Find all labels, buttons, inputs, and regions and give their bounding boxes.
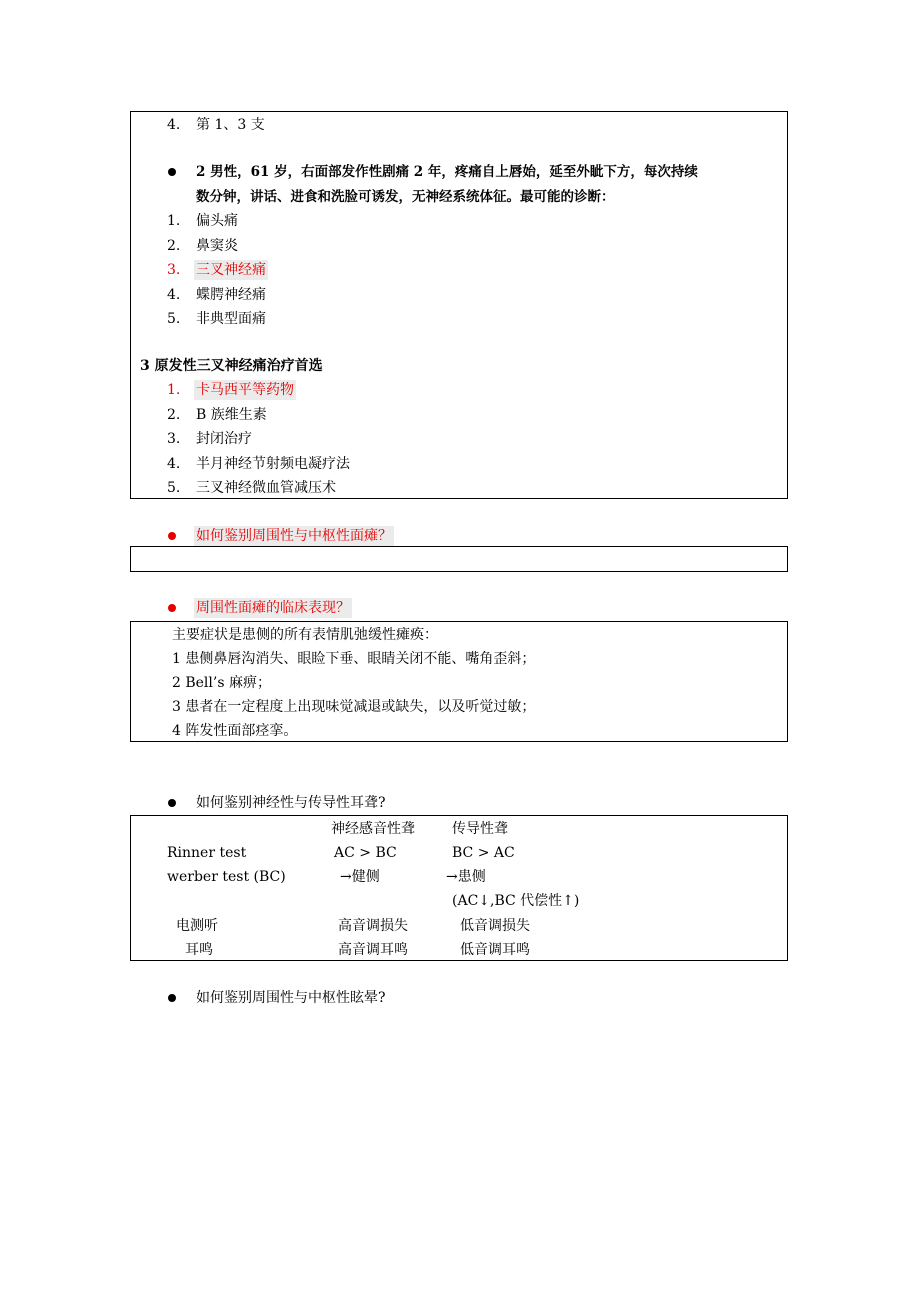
option-text: B 族维生素 [196,406,267,423]
option-text-answer: 卡马西平等药物 [196,382,294,398]
option-text: 封闭治疗 [196,431,252,447]
question-vertigo: 如何鉴别周围性与中枢性眩晕? [196,990,386,1006]
option-text: 偏头痛 [196,213,238,229]
option-text: 非典型面痛 [196,311,266,327]
table-cell-label: Rinner test [167,845,247,861]
option-number: 5. [167,311,181,327]
option-text: 三叉神经微血管减压术 [196,480,336,496]
question-deafness: 如何鉴别神经性与传导性耳聋? [196,795,386,811]
table-cell-label: 耳鸣 [185,941,213,958]
option-text: 半月神经节射频电凝疗法 [196,455,350,472]
clinical-line: 4 阵发性面部痉挛。 [172,723,298,739]
table-cell-neuro: 高音调损失 [338,917,408,934]
question-2-line-1: 2 男性，61 岁，右面部发作性剧痛 2 年，疼痛自上唇始，延至外眦下方，每次持续 [196,164,698,180]
table-cell-neuro: 高音调耳鸣 [338,941,408,958]
table-cell-conductive: (AC↓,BC 代偿性↑) [452,893,580,910]
table-cell-conductive: BC > AC [452,845,515,861]
option-number: 1. [167,382,181,398]
prev-option-number: 4. [167,117,181,133]
clinical-line: 1 患侧鼻唇沟消失、眼睑下垂、眼睛关闭不能、嘴角歪斜； [172,651,536,667]
clinical-line: 2 Bell’s 麻痹； [172,675,271,691]
bullet-icon [168,994,176,1002]
option-number: 1. [167,213,181,229]
option-text-answer: 三叉神经痛 [196,262,266,278]
table-header-neuro: 神经感音性聋 [331,821,415,837]
option-number: 3. [167,262,181,278]
table-cell-neuro: →健侧 [340,869,380,886]
option-number: 2. [167,406,181,423]
option-text: 鼻窦炎 [196,237,238,254]
clinical-line: 3 患者在一定程度上出现味觉减退或缺失，以及听觉过敏； [172,699,536,715]
bullet-icon [168,799,176,807]
question-2-line-2: 数分钟，讲话、进食和洗脸可诱发，无神经系统体征。最可能的诊断： [196,189,615,205]
option-number: 4. [167,455,181,472]
option-number: 4. [167,286,181,303]
bullet-icon [168,532,176,540]
table-cell-conductive: 低音调损失 [460,917,530,934]
table-header-conductive: 传导性聋 [452,821,508,837]
question-3-title: 3 原发性三叉神经痛治疗首选 [140,358,323,374]
clinical-line: 主要症状是患侧的所有表情肌弛缓性瘫痪： [172,627,438,643]
option-number: 3. [167,431,181,447]
table-cell-neuro: AC > BC [334,845,397,861]
question-facial-diff: 如何鉴别周围性与中枢性面瘫？ [196,528,392,544]
answer-box-empty [130,546,788,572]
bullet-icon [168,604,176,612]
table-cell-label: 电测听 [176,917,218,934]
table-cell-conductive: →患侧 [446,869,486,886]
option-number: 2. [167,237,181,254]
option-text: 蝶腭神经痛 [196,286,266,303]
prev-option-text: 第 1、3 支 [196,117,265,133]
option-number: 5. [167,480,181,496]
table-cell-conductive: 低音调耳鸣 [460,941,530,958]
bullet-icon [168,168,176,176]
question-facial-clinical: 周围性面瘫的临床表现？ [196,600,350,616]
table-cell-label: werber test (BC) [167,869,286,886]
